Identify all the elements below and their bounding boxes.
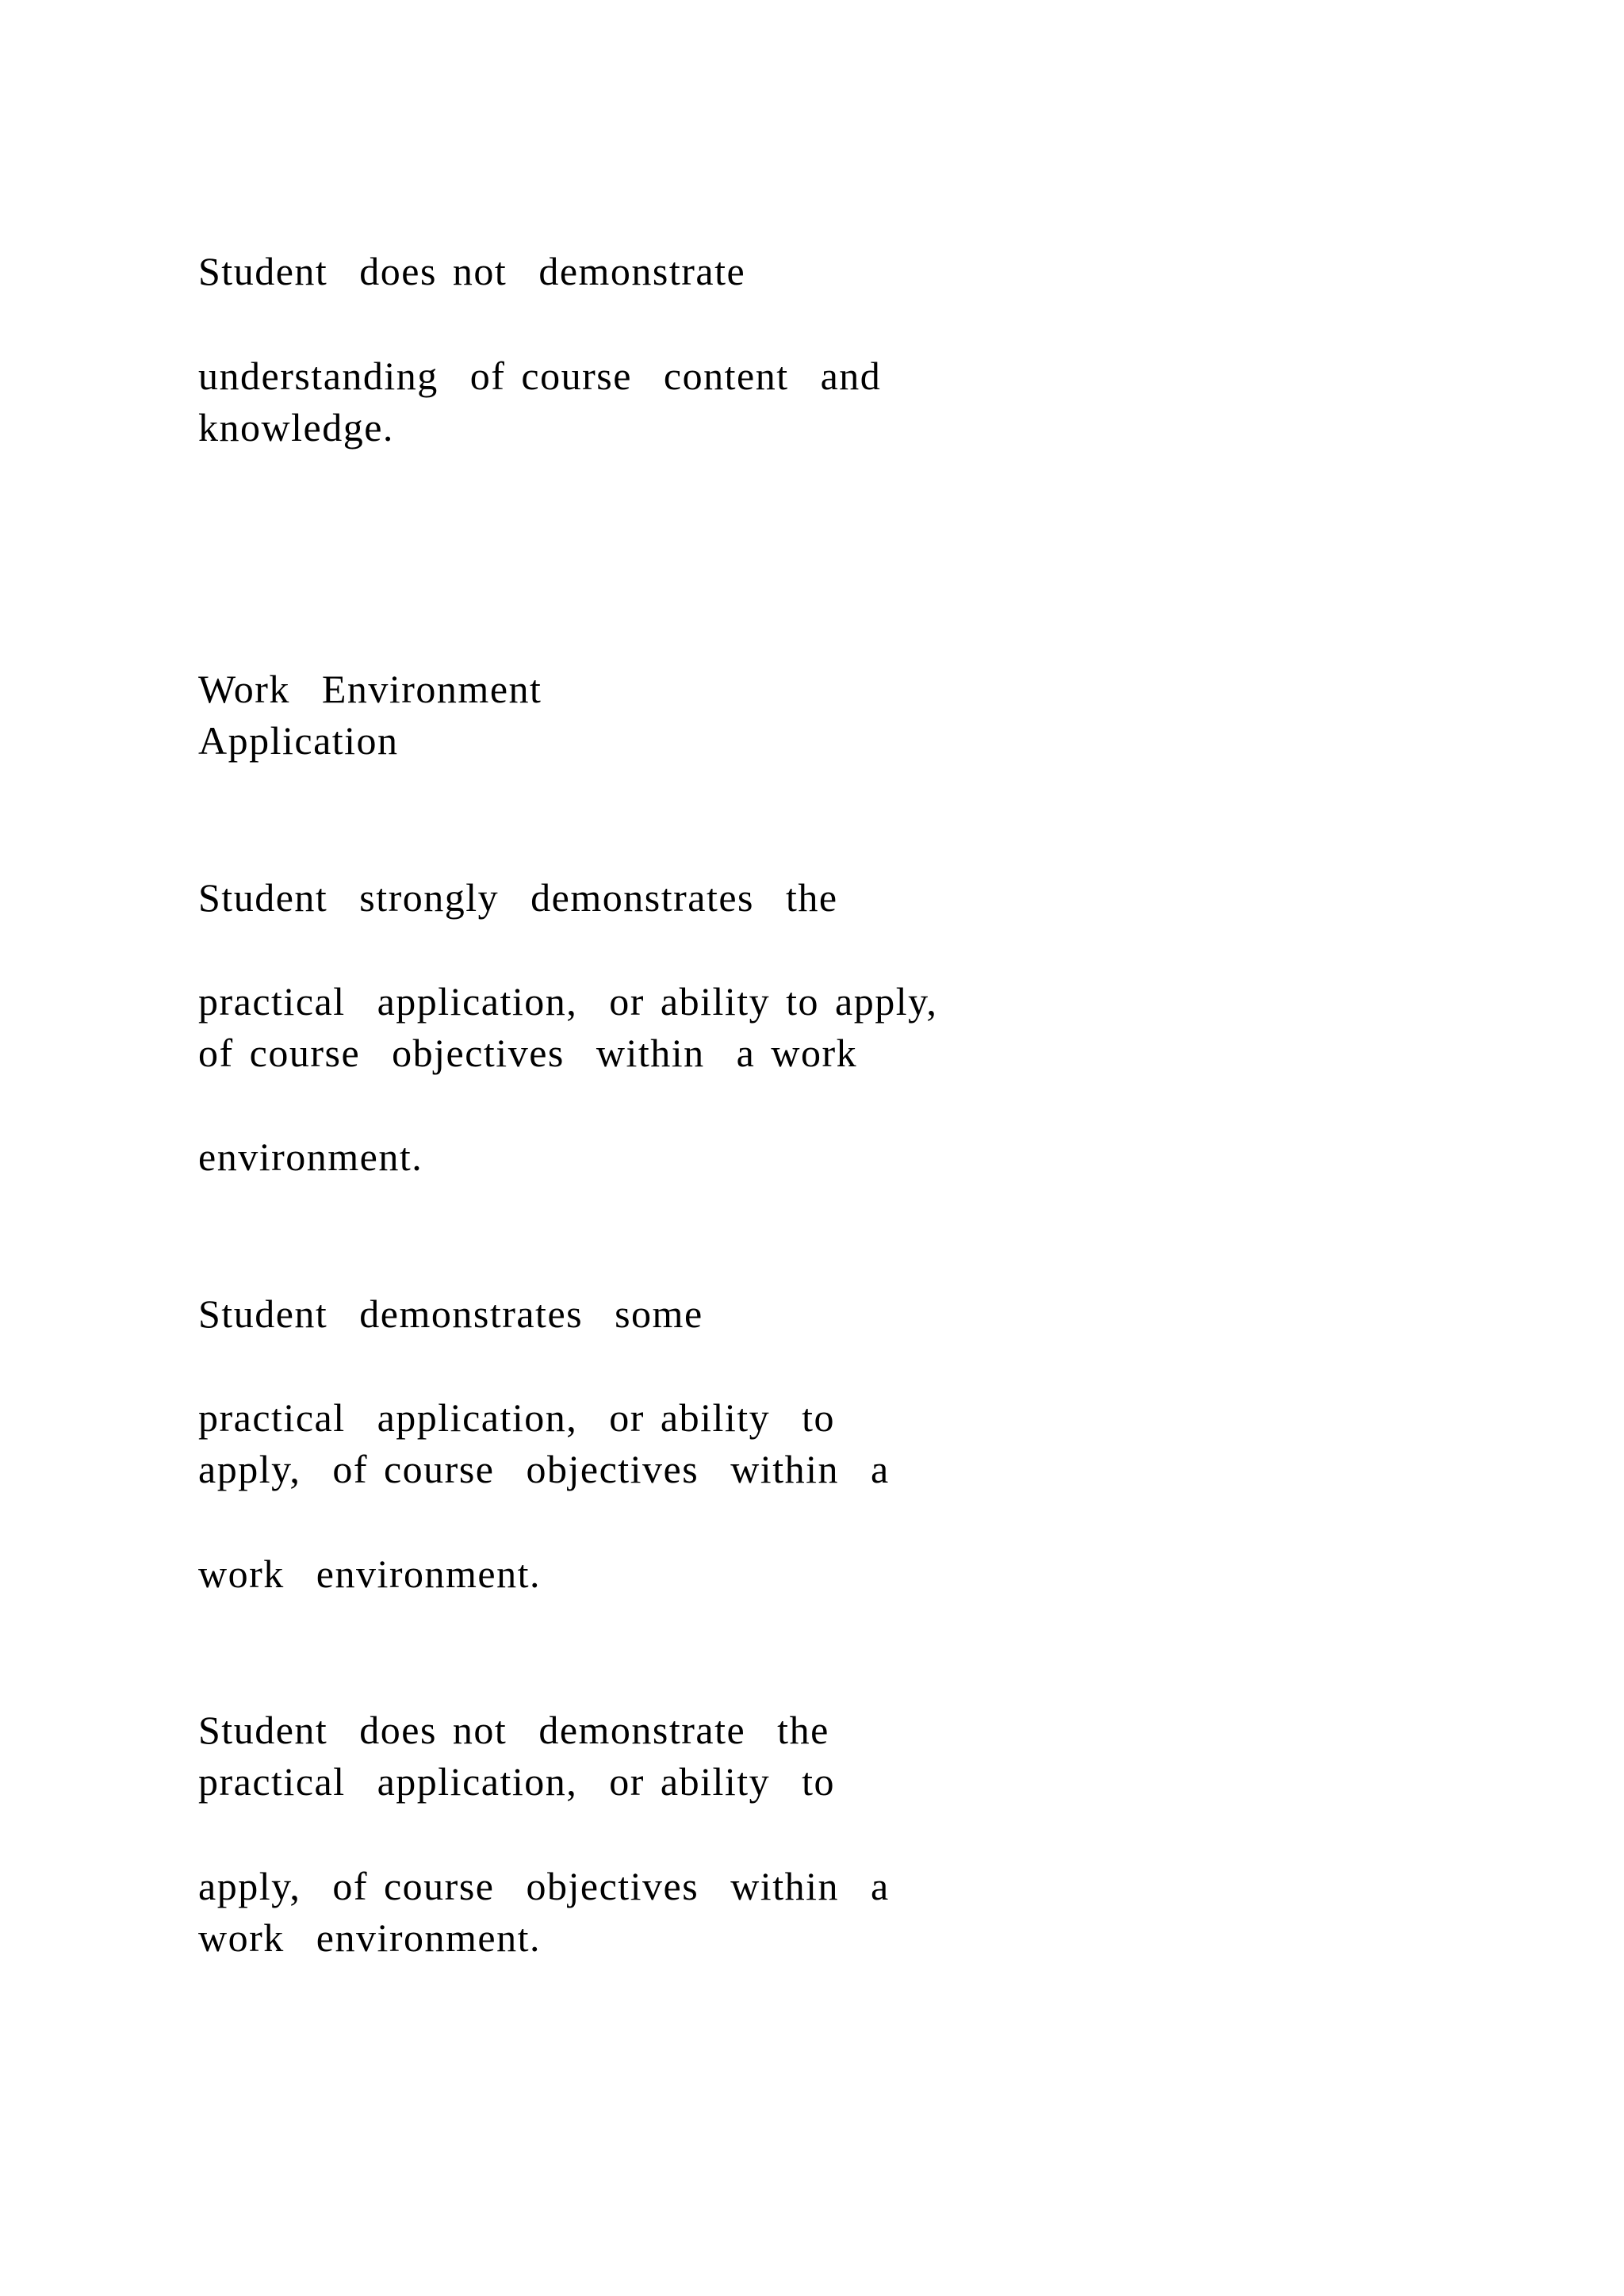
text-line: environment. bbox=[198, 1135, 423, 1179]
text-line: Student does not demonstrate bbox=[198, 249, 746, 293]
text-line: Work Environment bbox=[198, 667, 542, 711]
text-line: practical application, or ability to apply, bbox=[198, 979, 938, 1024]
text-line: apply, of course objectives within a bbox=[198, 1864, 890, 1908]
text-line: Student does not demonstrate the bbox=[198, 1708, 829, 1752]
text-line: Application bbox=[198, 718, 399, 763]
text-line: work environment. bbox=[198, 1552, 541, 1596]
text-line: apply, of course objectives within a bbox=[198, 1447, 890, 1491]
text-line: understanding of course content and bbox=[198, 354, 882, 398]
text-line: knowledge. bbox=[198, 405, 394, 450]
text-line: Student demonstrates some bbox=[198, 1292, 703, 1336]
text-line: practical application, or ability to bbox=[198, 1395, 836, 1440]
text-line: of course objectives within a work bbox=[198, 1031, 858, 1075]
text-line: practical application, or ability to bbox=[198, 1759, 836, 1804]
text-line: work environment. bbox=[198, 1915, 541, 1960]
text-line: Student strongly demonstrates the bbox=[198, 875, 838, 920]
